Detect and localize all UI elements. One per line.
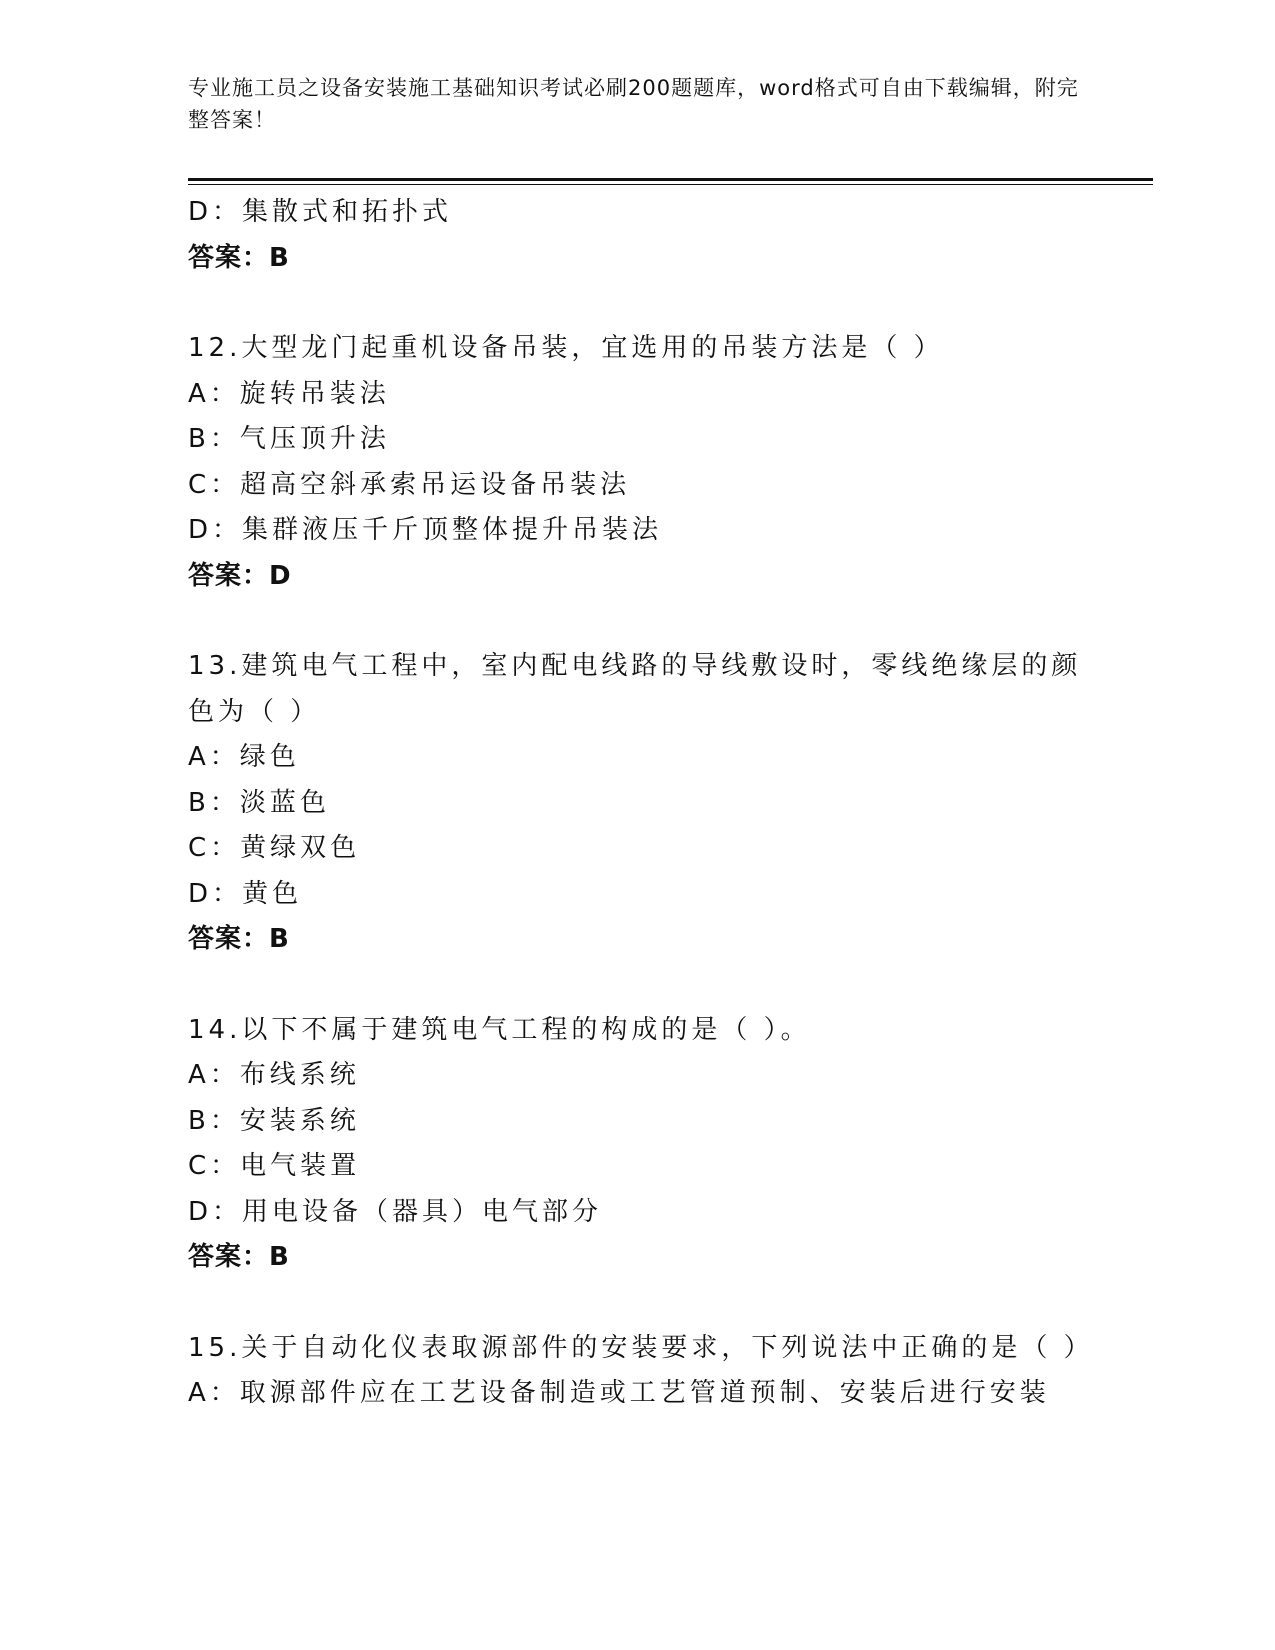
question-stem: 12.大型龙门起重机设备吊装，宜选用的吊装方法是（ ）: [188, 333, 944, 363]
option-d: D：集散式和拓扑式: [188, 197, 453, 227]
option-b: B：安装系统: [188, 1105, 360, 1136]
question-stem: 15.关于自动化仪表取源部件的安装要求，下列说法中正确的是（ ）: [188, 1332, 1094, 1363]
answer: 答案：D: [188, 560, 292, 591]
option-b: B：气压顶升法: [188, 424, 390, 454]
option-b: B：淡蓝色: [188, 787, 330, 818]
option-a: A：旋转吊装法: [188, 378, 390, 409]
question-14: [188, 1008, 1088, 1281]
answer: 答案：B: [188, 924, 290, 954]
answer: 答案：B: [188, 1242, 290, 1272]
option-c: C：电气装置: [188, 1151, 361, 1181]
question-stem: 13.建筑电气工程中，室内配电线路的导线敷设时，零线绝缘层的颜色为（ ）: [188, 651, 1082, 727]
document-header: 专业施工员之设备安装施工基础知识考试必刷200题题库，word格式可自由下载编辑，附完整答案！: [188, 76, 1079, 132]
option-d: D：黄色: [188, 878, 303, 909]
option-a: A：布线系统: [188, 1060, 360, 1090]
option-a: A：绿色: [188, 742, 300, 772]
question-12: [188, 326, 1088, 599]
option-a: A：取源部件应在工艺设备制造或工艺管道预制、安装后进行安装: [188, 1378, 1050, 1408]
document-body: [188, 190, 1094, 1417]
option-d: D：集群液压千斤顶整体提升吊装法: [188, 515, 663, 545]
question-stem: 14.以下不属于建筑电气工程的构成的是（ ）。: [188, 1014, 811, 1045]
question-13: [188, 644, 1088, 963]
header-divider: [188, 178, 1153, 181]
option-c: C：黄绿双色: [188, 833, 361, 863]
option-d: D：用电设备（器具）电气部分: [188, 1196, 603, 1227]
header-divider-thin: [188, 184, 1153, 185]
option-c: C：超高空斜承索吊运设备吊装法: [188, 469, 631, 500]
question-15: [188, 1326, 1094, 1417]
answer: 答案：B: [188, 242, 290, 273]
